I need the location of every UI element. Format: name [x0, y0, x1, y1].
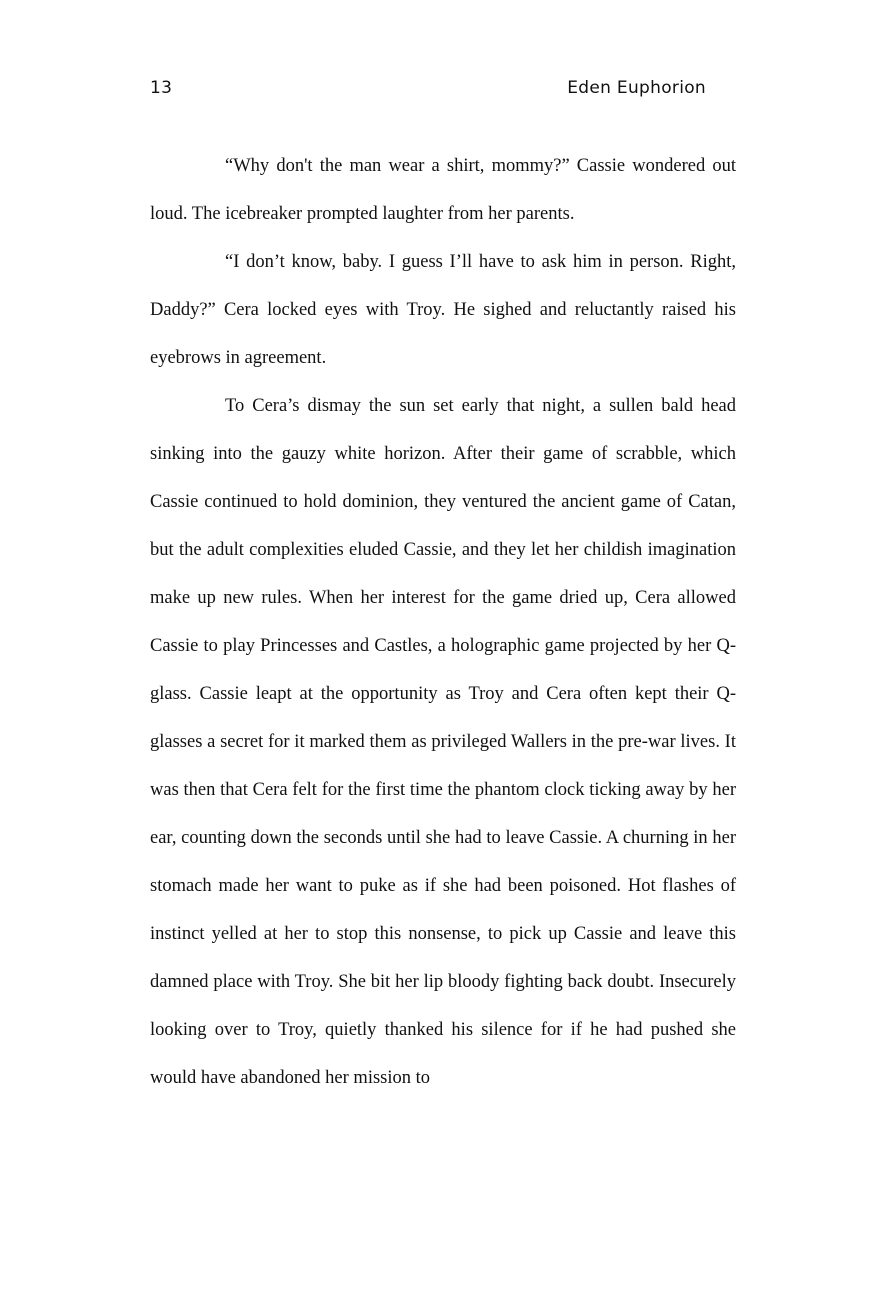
- page-number: 13: [150, 78, 173, 98]
- running-title: Eden Euphorion: [567, 78, 706, 98]
- paragraph-3: To Cera’s dismay the sun set early that night, a sullen bald head sinking into the gauzy white horizon. After their game of scrabble, which Cassie continued to hold dominion, they ventured the ancient game of Catan, but the adult complexities eluded Cassie, and they let her childish imagination make up new rules. When her interest for the game dried up, Cera allowed Cassie to play Princesses and Castles, a holographic game projected by her Q-glass. Cassie leapt at the opportunity as Troy and Cera often kept their Q-glasses a secret for it marked them as privileged Wallers in the pre-war lives. It was then that Cera felt for the first time the phantom clock ticking away by her ear, counting down the seconds until she had to leave Cassie. A churning in her stomach made her want to puke as if she had been poisoned. Hot flashes of instinct yelled at her to stop this nonsense, to pick up Cassie and leave this damned place with Troy. She bit her lip bloody fighting back doubt. Insecurely looking over to Troy, quietly thanked his silence for if he had pushed she would have abandoned her mission to: [150, 396, 736, 1088]
- paragraph-1: “Why don't the man wear a shirt, mommy?” Cassie wondered out loud. The icebreaker prompted laughter from her parents.: [150, 156, 736, 224]
- page-header: [150, 78, 706, 102]
- body-text: [150, 142, 736, 1102]
- paragraph-2: “I don’t know, baby. I guess I’ll have to ask him in person. Right, Daddy?” Cera locked eyes with Troy. He sighed and reluctantly raised his eyebrows in agreement.: [150, 252, 736, 368]
